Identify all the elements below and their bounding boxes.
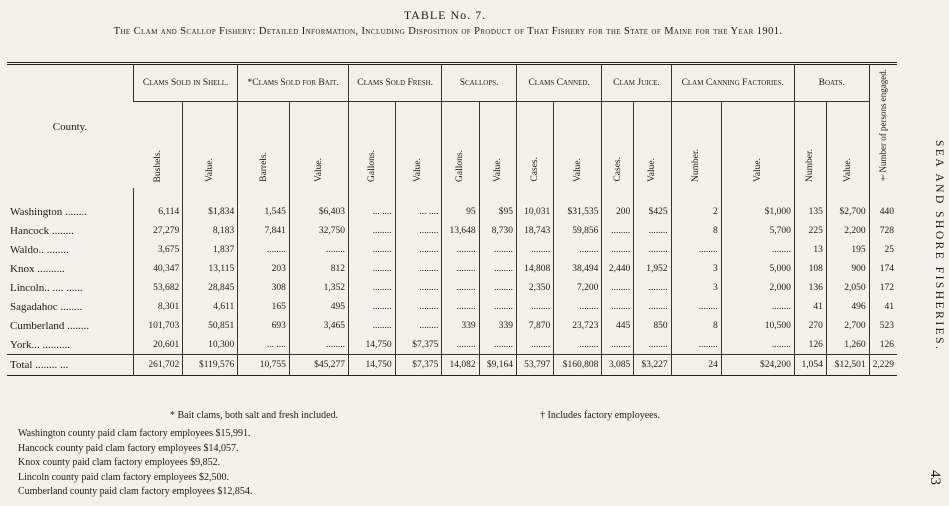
- value-cell: 1,952: [634, 259, 671, 278]
- value-cell: $160,808: [554, 355, 602, 376]
- paid-note: Washington county paid clam factory employees $15,991.: [18, 428, 251, 439]
- value-cell: 14,750: [349, 355, 396, 376]
- value-cell: 728: [869, 221, 897, 240]
- value-cell: 10,500: [721, 316, 794, 335]
- value-cell: $24,200: [721, 355, 794, 376]
- table-row: [7, 335, 897, 355]
- value-cell: ........: [395, 278, 442, 297]
- subcolumn-header: Barrels.: [238, 102, 290, 189]
- group-header: Clam Canning Factories.: [671, 64, 794, 102]
- value-cell: $7,375: [395, 355, 442, 376]
- value-cell: $45,277: [289, 355, 348, 376]
- value-cell: ........: [634, 297, 671, 316]
- value-cell: ........: [634, 278, 671, 297]
- value-cell: 270: [794, 316, 826, 335]
- value-cell: 38,494: [554, 259, 602, 278]
- subcolumn-header: Value.: [479, 102, 516, 189]
- table-row: [7, 259, 897, 278]
- page-number: 43: [927, 470, 943, 485]
- value-cell: ........: [516, 240, 553, 259]
- value-cell: $2,700: [826, 188, 869, 221]
- value-cell: 339: [479, 316, 516, 335]
- subcolumn-header: Gallons.: [442, 102, 479, 189]
- value-cell: ........: [479, 259, 516, 278]
- value-cell: 25: [869, 240, 897, 259]
- value-cell: ........: [554, 240, 602, 259]
- county-cell: Waldo.. ........: [10, 243, 69, 256]
- value-cell: ........: [479, 240, 516, 259]
- value-cell: 28,845: [183, 278, 238, 297]
- value-cell: 2,000: [721, 278, 794, 297]
- value-cell: $3,227: [634, 355, 671, 376]
- value-cell: ........: [516, 297, 553, 316]
- value-cell: 20,601: [134, 335, 183, 355]
- value-cell: 10,031: [516, 188, 553, 221]
- value-cell: ........: [721, 240, 794, 259]
- value-cell: ........: [516, 335, 553, 355]
- group-header: Scallops.: [442, 64, 517, 102]
- value-cell: 101,703: [134, 316, 183, 335]
- value-cell: ........: [289, 240, 348, 259]
- subcolumn-header: Value.: [183, 102, 238, 189]
- value-cell: 200: [602, 188, 634, 221]
- value-cell: ........: [671, 335, 721, 355]
- value-cell: ........: [349, 221, 396, 240]
- value-cell: ........: [671, 297, 721, 316]
- subcolumn-header: Value.: [289, 102, 348, 189]
- subcolumn-header: Cases.: [602, 102, 634, 189]
- value-cell: ........: [602, 278, 634, 297]
- total-row: [7, 355, 897, 376]
- value-cell: ........: [349, 297, 396, 316]
- footnote-factory: † Includes factory employees.: [540, 410, 660, 421]
- county-cell: Washington ........: [10, 205, 88, 218]
- value-cell: ........: [238, 240, 290, 259]
- value-cell: 195: [826, 240, 869, 259]
- value-cell: 850: [634, 316, 671, 335]
- value-cell: ........: [349, 278, 396, 297]
- value-cell: 3: [671, 259, 721, 278]
- value-cell: 7,200: [554, 278, 602, 297]
- value-cell: 5,000: [721, 259, 794, 278]
- subcolumn-header: Value.: [634, 102, 671, 189]
- value-cell: 8,183: [183, 221, 238, 240]
- value-cell: ........: [479, 278, 516, 297]
- value-cell: 4,611: [183, 297, 238, 316]
- subcolumn-header: Number.: [794, 102, 826, 189]
- value-cell: 108: [794, 259, 826, 278]
- value-cell: 95: [442, 188, 479, 221]
- county-cell: Lincoln.. .... ......: [10, 281, 83, 294]
- footnote-bait: * Bait clams, both salt and fresh included.: [170, 410, 339, 421]
- value-cell: 8: [671, 221, 721, 240]
- value-cell: ........: [554, 297, 602, 316]
- value-cell: 261,702: [134, 355, 183, 376]
- value-cell: $1,000: [721, 188, 794, 221]
- value-cell: 135: [794, 188, 826, 221]
- value-cell: 23,723: [554, 316, 602, 335]
- value-cell: ........: [442, 278, 479, 297]
- value-cell: ........: [395, 259, 442, 278]
- value-cell: ........: [602, 240, 634, 259]
- value-cell: 41: [869, 297, 897, 316]
- value-cell: 2,200: [826, 221, 869, 240]
- value-cell: ........: [634, 335, 671, 355]
- value-cell: ........: [721, 335, 794, 355]
- value-cell: 3: [671, 278, 721, 297]
- value-cell: 2,700: [826, 316, 869, 335]
- value-cell: ... ....: [395, 188, 442, 221]
- value-cell: 24: [671, 355, 721, 376]
- value-cell: ........: [602, 221, 634, 240]
- value-cell: 440: [869, 188, 897, 221]
- subcolumn-header: Value.: [395, 102, 442, 189]
- value-cell: 8: [671, 316, 721, 335]
- subcolumn-header: Value.: [554, 102, 602, 189]
- persons-header: †Number of persons engaged.: [869, 64, 897, 189]
- value-cell: 8,730: [479, 221, 516, 240]
- value-cell: 27,279: [134, 221, 183, 240]
- value-cell: 13: [794, 240, 826, 259]
- value-cell: 445: [602, 316, 634, 335]
- value-cell: ........: [395, 316, 442, 335]
- county-cell: Cumberland ........: [10, 319, 90, 332]
- value-cell: 53,682: [134, 278, 183, 297]
- value-cell: 7,870: [516, 316, 553, 335]
- value-cell: ........: [479, 335, 516, 355]
- value-cell: ........: [395, 297, 442, 316]
- value-cell: 174: [869, 259, 897, 278]
- value-cell: 18,743: [516, 221, 553, 240]
- group-header: Clams Sold in Shell.: [134, 64, 238, 102]
- subcolumn-header: Number.: [671, 102, 721, 189]
- value-cell: ........: [349, 240, 396, 259]
- value-cell: ........: [479, 297, 516, 316]
- county-cell: Total ........ ...: [7, 355, 134, 376]
- value-cell: 126: [869, 335, 897, 355]
- value-cell: 5,700: [721, 221, 794, 240]
- value-cell: 225: [794, 221, 826, 240]
- value-cell: 10,300: [183, 335, 238, 355]
- value-cell: 2,050: [826, 278, 869, 297]
- value-cell: ........: [349, 316, 396, 335]
- value-cell: 136: [794, 278, 826, 297]
- value-cell: ........: [442, 240, 479, 259]
- value-cell: 495: [289, 297, 348, 316]
- value-cell: ........: [289, 335, 348, 355]
- value-cell: ........: [602, 297, 634, 316]
- value-cell: 40,347: [134, 259, 183, 278]
- subcolumn-header: Value.: [721, 102, 794, 189]
- table-row: [7, 188, 897, 221]
- group-header: Clam Juice.: [602, 64, 671, 102]
- value-cell: 41: [794, 297, 826, 316]
- value-cell: 50,851: [183, 316, 238, 335]
- value-cell: 10,755: [238, 355, 290, 376]
- value-cell: 14,808: [516, 259, 553, 278]
- paid-note: Knox county paid clam factory employees $9,852.: [18, 457, 221, 468]
- value-cell: $31,535: [554, 188, 602, 221]
- running-head: SEA AND SHORE FISHERIES.: [933, 140, 945, 352]
- table-row: [7, 316, 897, 335]
- value-cell: ........: [721, 297, 794, 316]
- value-cell: 165: [238, 297, 290, 316]
- value-cell: 13,115: [183, 259, 238, 278]
- value-cell: $9,164: [479, 355, 516, 376]
- value-cell: $6,403: [289, 188, 348, 221]
- value-cell: 3,465: [289, 316, 348, 335]
- value-cell: 8,301: [134, 297, 183, 316]
- paid-note: Lincoln county paid clam factory employees $2,500.: [18, 471, 230, 483]
- value-cell: 1,260: [826, 335, 869, 355]
- group-header: *Clams Sold for Bait.: [238, 64, 349, 102]
- value-cell: 203: [238, 259, 290, 278]
- value-cell: 2: [671, 188, 721, 221]
- value-cell: $1,834: [183, 188, 238, 221]
- value-cell: 14,082: [442, 355, 479, 376]
- value-cell: 1,545: [238, 188, 290, 221]
- paid-employees-notes: [18, 427, 252, 500]
- value-cell: ........: [602, 335, 634, 355]
- value-cell: 496: [826, 297, 869, 316]
- value-cell: ........: [671, 240, 721, 259]
- value-cell: ........: [395, 221, 442, 240]
- table-title: The Clam and Scallop Fishery: Detailed Information, Including Disposition of Product of That Fishery for the State of Maine for the Year 1901.: [113, 26, 783, 37]
- value-cell: $12,501: [826, 355, 869, 376]
- value-cell: $119,576: [183, 355, 238, 376]
- table-row: [7, 297, 897, 316]
- county-cell: Sagadahoc ........: [10, 300, 83, 313]
- value-cell: ........: [634, 240, 671, 259]
- value-cell: 6,114: [134, 188, 183, 221]
- value-cell: 523: [869, 316, 897, 335]
- value-cell: ........: [634, 221, 671, 240]
- value-cell: $425: [634, 188, 671, 221]
- county-cell: Hancock ........: [10, 224, 74, 237]
- subcolumn-header: Value.: [826, 102, 869, 189]
- group-header: Boats.: [794, 64, 869, 102]
- paid-note: Cumberland county paid clam factory employees $12,854.: [18, 486, 253, 497]
- value-cell: 59,856: [554, 221, 602, 240]
- county-header: County.: [52, 120, 88, 133]
- county-cell: Knox ..........: [10, 262, 65, 275]
- value-cell: ........: [442, 335, 479, 355]
- value-cell: ........: [442, 297, 479, 316]
- group-header: Clams Sold Fresh.: [349, 64, 442, 102]
- value-cell: 693: [238, 316, 290, 335]
- value-cell: 339: [442, 316, 479, 335]
- value-cell: 1,054: [794, 355, 826, 376]
- value-cell: ........: [442, 259, 479, 278]
- value-cell: $95: [479, 188, 516, 221]
- table-row: [7, 221, 897, 240]
- value-cell: 53,797: [516, 355, 553, 376]
- value-cell: ... ....: [349, 188, 396, 221]
- value-cell: 2,440: [602, 259, 634, 278]
- value-cell: ... ....: [238, 335, 290, 355]
- value-cell: 900: [826, 259, 869, 278]
- value-cell: ........: [349, 259, 396, 278]
- value-cell: ........: [395, 240, 442, 259]
- value-cell: 2,350: [516, 278, 553, 297]
- table-number: TABLE No. 7.: [403, 8, 487, 22]
- table-row: [7, 278, 897, 297]
- value-cell: 32,750: [289, 221, 348, 240]
- value-cell: 3,085: [602, 355, 634, 376]
- subcolumn-header: Bushels.: [152, 149, 163, 182]
- value-cell: 1,837: [183, 240, 238, 259]
- value-cell: 7,841: [238, 221, 290, 240]
- table-row: [7, 240, 897, 259]
- group-header: Clams Canned.: [516, 64, 601, 102]
- value-cell: ........: [554, 335, 602, 355]
- value-cell: 172: [869, 278, 897, 297]
- value-cell: 1,352: [289, 278, 348, 297]
- value-cell: 126: [794, 335, 826, 355]
- value-cell: $7,375: [395, 335, 442, 355]
- value-cell: 13,648: [442, 221, 479, 240]
- value-cell: 3,675: [134, 240, 183, 259]
- county-cell: York... ..........: [10, 338, 71, 351]
- paid-note: Hancock county paid clam factory employees $14,057.: [18, 442, 239, 454]
- fishery-table: [7, 62, 897, 376]
- value-cell: 812: [289, 259, 348, 278]
- subcolumn-header: Cases.: [516, 102, 553, 189]
- value-cell: 2,229: [869, 355, 897, 376]
- subcolumn-header: Gallons.: [349, 102, 396, 189]
- value-cell: 308: [238, 278, 290, 297]
- value-cell: 14,750: [349, 335, 396, 355]
